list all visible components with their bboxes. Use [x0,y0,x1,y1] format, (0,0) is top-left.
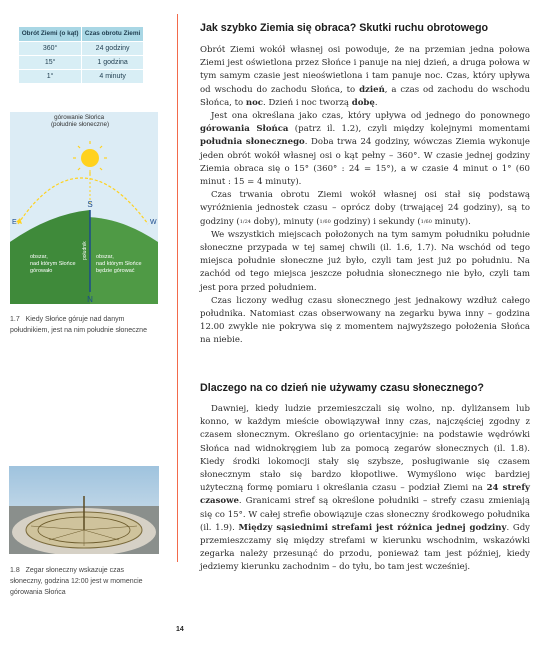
area-left-label: obszar, nad którym Słońce górowało [30,254,76,274]
caption-number: 1.8 [10,567,20,574]
table-cell: 15° [19,56,82,70]
sun-icon [81,149,99,167]
table-header: Czas obrotu Ziemi [82,27,144,42]
table-row [19,56,144,70]
left-sidebar [0,0,170,650]
table-cell: 1° [19,70,82,84]
meridian-label: południk [82,241,88,260]
sundial-photo [9,466,159,554]
solar-noon-diagram [10,112,158,304]
rotation-table [18,26,144,84]
table-row [19,42,144,56]
label-east: E [12,219,17,226]
page-number: 14 [176,626,184,633]
caption-text: Zegar słoneczny wskazuje czas słoneczny, godzina 12:00 jest w momencie górowania Słońca [10,567,143,596]
paragraph: We wszystkich miejscach położonych na tym samym południku południe słoneczne przypada w tej samej chwili (il. 1.6, 1.7). Na wschód od tego miejsca południe słoneczne już było, czyli tam jest już po południu. Na zachód od tego miejsca jeszcze południa słonecznego nie było, czyli tam jest pora przed południem. [200,229,530,293]
table-cell: 24 godziny [82,42,144,56]
table-cell: 1 godzina [82,56,144,70]
caption-number: 1.7 [10,316,20,323]
section-body [200,403,530,575]
table-cell: 360° [19,42,82,56]
paragraph: Czas trwania obrotu Ziemi wokół własnej osi stał się podstawą wyróżnienia jednostek czasu – oprócz doby (trwającej 24 godziny), są to godziny (1/24 doby), minuty (1/60 godziny) i sekundy (1/60 minuty). [200,190,530,227]
paragraph: Dawniej, kiedy ludzie przemieszczali się wolno, np. dyliżansem lub konno, w każdym mieście obowiązywał inny czas, najczęściej zgodny z czasem słonecznym. Określano go orientacyjnie: na podstawie wędrówki Słońca nad widnokręgiem lub za pomocą zegarów słonecznych (il. 1.8). Kiedy środki lokomocji stały się szybsze, posługiwanie się czasem słonecznym stało się bardzo kłopotliwe. Wymyślono więc bardziej użyteczną formę pomiaru i określania czasu – podział Ziemi na 24 strefy czasowe. Granicami stref są określone południki – strefy czasu zmieniają się co 15°. W całej strefie obowiązuje czas słoneczny środkowego południka (il. 1.9). Między sąsiednimi strefami jest różnica jednej godziny. Gdy przemieszczamy się między strefami w kierunku wschodnim, wskazówki zegarka należy przesunąć do przodu, ponieważ tam jest później, kiedy jedziemy kierunku zachodnim – do tyłu, bo tam jest wcześniej. [200,404,531,573]
figure-caption [10,565,152,598]
column-divider [177,14,178,562]
paragraph: Jest ona określana jako czas, który upływa od jednego do ponownego górowania Słońca (patrz il. 1.2), czyli między kolejnymi momentami południa słonecznego. Doba trwa 24 godziny, wówczas Ziemia wykonuje jeden obrót wokół własnej osi o kąt pełny – 360°. W czasie jednej godziny Ziemia obraca się o 15° (360° : 24 = 15°), a w czasie 4 minut o 1° (60 minut : 15 = 4 minuty). [200,111,530,188]
figure-caption [10,314,152,336]
table-header: Obrót Ziemi (o kąt) [19,27,82,42]
paragraph: Czas liczony według czasu słonecznego jest jednakowy wzdłuż całego południka. Natomiast czas obserwowany na zegarku bywa inny – godzina 12.00 zwykle nie pokrywa się z momentem najwyższego położenia Słońca na niebie. [200,295,530,346]
section-heading: Jak szybko Ziemia się obraca? Skutki ruchu obrotowego [200,22,489,34]
label-south: S [87,200,93,209]
section-heading: Dlaczego na co dzień nie używamy czasu słonecznego? [200,382,484,394]
table-cell: 4 minuty [82,70,144,84]
label-north: N [87,295,93,304]
label-west: W [150,219,157,226]
area-right-label: obszar, nad którym Słońce będzie górować [96,254,142,274]
diagram-title: górowanie Słońca (południe słoneczne) [50,114,110,128]
table-row [19,70,144,84]
paragraph: Obrót Ziemi wokół własnej osi powoduje, że na przemian jedna połowa Ziemi jest oświetlona przez Słońce i panuje na niej dzień, a druga połowa w tym samym czasie jest nieoświetlona i tam panuje noc. Czas, który upływa od wschodu do zachodu Słońca, to dzień, a czas od zachodu do wschodu Słońca, to noc. Dzień i noc tworzą dobę. [200,45,530,108]
caption-text: Kiedy Słońce góruje nad danym południkiem, jest na nim południe słoneczne [10,316,147,334]
section-body [200,44,530,348]
